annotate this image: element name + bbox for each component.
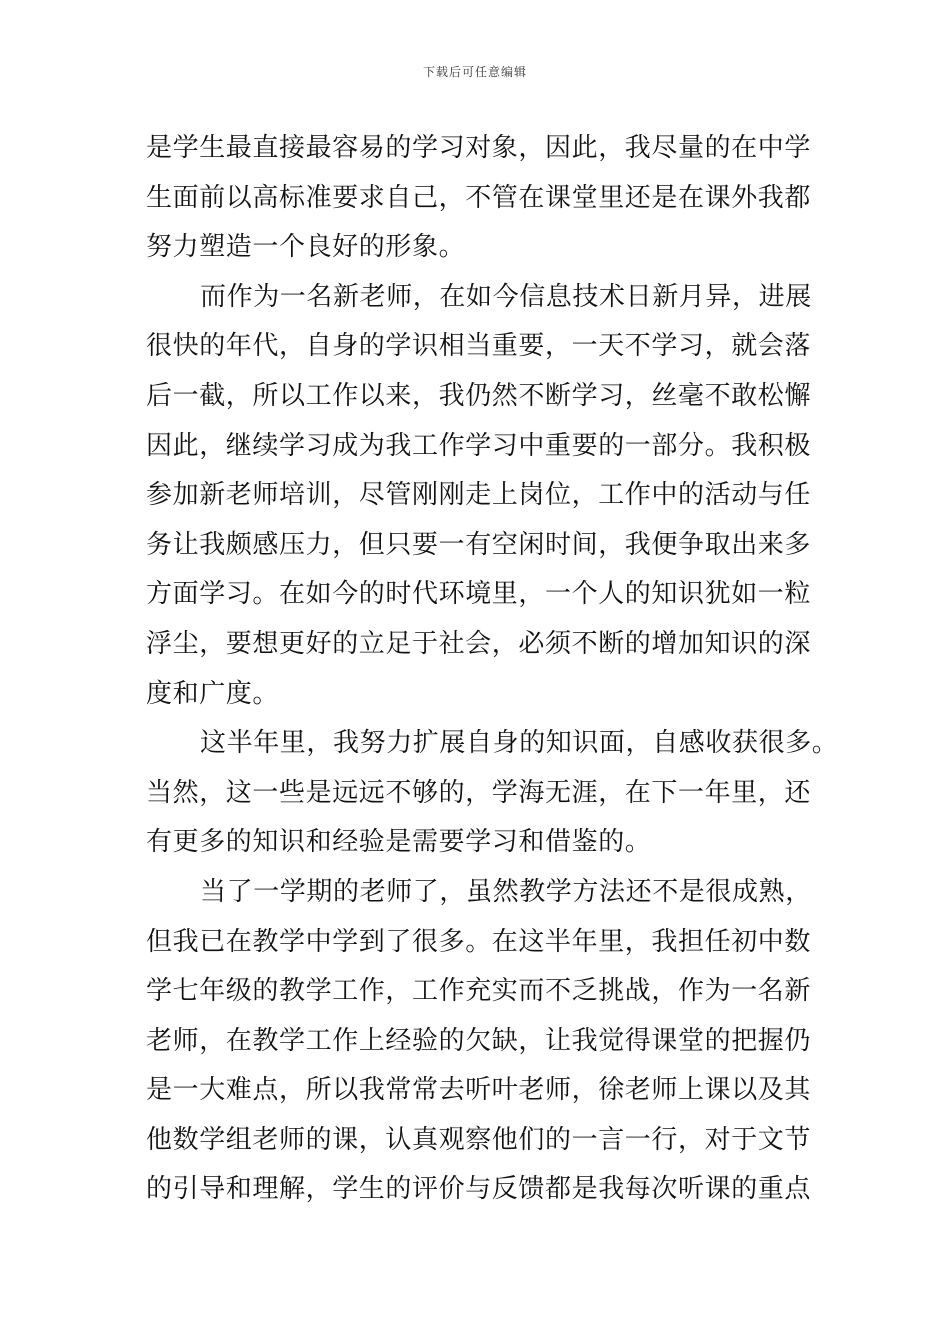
text-line: 有更多的知识和经验是需要学习和借鉴的。	[146, 827, 652, 858]
text-line: 浮尘，要想更好的立足于社会，必须不断的增加知识的深	[146, 628, 812, 659]
text-line: 生面前以高标准要求自己，不管在课堂里还是在课外我都	[146, 182, 812, 213]
text-line: 的引导和理解，学生的评价与反馈都是我每次听课的重点	[146, 1174, 812, 1205]
text-line: 参加新老师培训，尽管刚刚走上岗位，工作中的活动与任	[146, 480, 812, 511]
page-header: 下载后可任意编辑	[422, 65, 527, 79]
text-line: 是一大难点，所以我常常去听叶老师，徐老师上课以及其	[146, 1075, 812, 1106]
text-line: 但我已在教学中学到了很多。在这半年里，我担任初中数	[146, 926, 812, 957]
text-line: 努力塑造一个良好的形象。	[146, 232, 466, 263]
text-line: 度和广度。	[146, 678, 280, 709]
text-line: 很快的年代，自身的学识相当重要，一天不学习，就会落	[146, 331, 812, 362]
text-line: 后一截，所以工作以来，我仍然不断学习，丝毫不敢松懈	[146, 380, 812, 411]
paragraph-first-line: 而作为一名新老师，在如今信息技术日新月异，进展	[200, 281, 812, 312]
paragraph-first-line: 当了一学期的老师了，虽然教学方法还不是很成熟，	[200, 876, 812, 907]
text-line: 是学生最直接最容易的学习对象，因此，我尽量的在中学	[146, 133, 812, 163]
text-line: 因此，继续学习成为我工作学习中重要的一部分。我积极	[146, 430, 812, 461]
text-line: 老师，在教学工作上经验的欠缺，让我觉得课堂的把握仍	[146, 1025, 812, 1056]
text-line: 他数学组老师的课，认真观察他们的一言一行，对于文节	[146, 1124, 812, 1155]
text-line: 当然，这一些是远远不够的，学海无涯，在下一年里，还	[146, 777, 812, 808]
text-line: 务让我颇感压力，但只要一有空闲时间，我便争取出来多	[146, 529, 812, 560]
text-line: 学七年级的教学工作，工作充实而不乏挑战，作为一名新	[146, 976, 812, 1007]
paragraph-first-line: 这半年里，我努力扩展自身的知识面，自感收获很多。	[200, 728, 839, 759]
text-line: 方面学习。在如今的时代环境里，一个人的知识犹如一粒	[146, 579, 812, 610]
document-body	[146, 124, 839, 1215]
